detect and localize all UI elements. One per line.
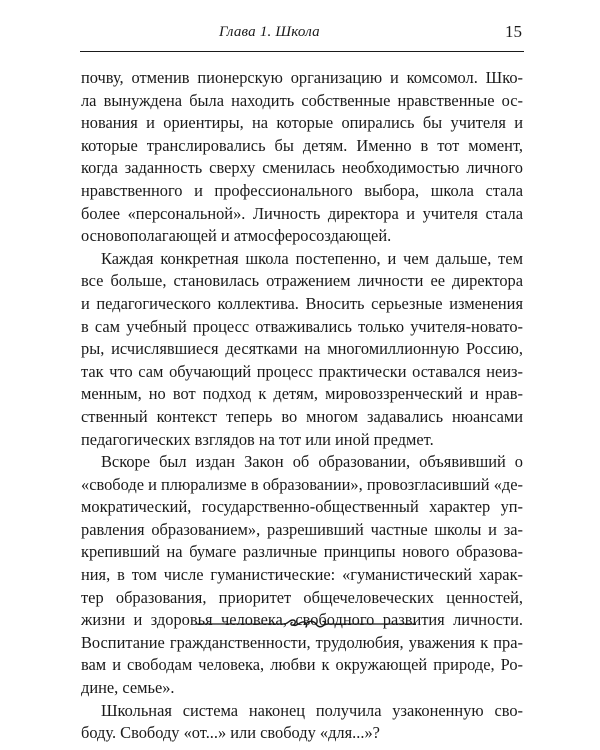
paragraph-1	[81, 67, 523, 248]
text-line: дине, семье».	[81, 678, 175, 698]
text-line: жизни и здоровья человека, свободного развития личности.	[81, 610, 523, 630]
running-title: Глава 1. Школа	[219, 24, 320, 40]
text-line: «свободе и плюрализме в образовании», провозгласивший «де-	[81, 474, 523, 494]
running-head	[80, 22, 524, 46]
body-text	[81, 67, 523, 745]
text-line: основополагающей и атмосферосоздающей.	[81, 226, 392, 246]
header-rule	[80, 51, 524, 52]
text-line: боду. Свободу «от...» или свободу «для...»?	[81, 723, 380, 743]
text-line: почву, отменив пионерскую организацию и комсомол. Шко-	[81, 68, 523, 87]
paragraph-3	[81, 451, 523, 700]
paragraph-2	[81, 248, 523, 451]
text-line: мократический, государственно-общественный характер уп-	[81, 497, 523, 517]
text-line: вам и свободам человека, любви к окружающей природе, Ро-	[81, 655, 523, 675]
text-line: тер образования, приоритет общечеловеческих ценностей,	[81, 587, 523, 607]
text-line: крепивший на бумаге различные принципы нового образова-	[81, 542, 523, 562]
text-line: Воспитание гражданственности, трудолюбия, уважения к пра-	[81, 632, 523, 652]
ornament-scroll-icon	[284, 620, 328, 627]
text-line: педагогических взглядов на тот или иной предмет.	[81, 429, 434, 449]
text-line: ла вынуждена была находить собственные нравственные ос-	[81, 90, 523, 110]
paragraph-4	[81, 700, 523, 745]
text-line: которые транслировались бы детям. Именно в тот момент,	[81, 135, 523, 155]
text-line: ры, исчислявшиеся десятками на многомиллионную Россию,	[81, 339, 523, 359]
text-line: равления образованием», разрешивший частные школы и за-	[81, 519, 523, 539]
text-line: когда заданность сверху сменилась необходимостью личного	[81, 158, 523, 178]
text-line: Вскоре был издан Закон об образовании, объявивший о	[101, 452, 523, 472]
text-line: нования и ориентиры, на которые опирались бы учителя и	[81, 113, 523, 133]
text-line: Школьная система наконец получила узаконенную сво-	[101, 700, 523, 720]
text-line: ственный контекст теперь во многом задавались нюансами	[81, 406, 523, 426]
text-line: и педагогического коллектива. Вносить серьезные изменения	[81, 293, 523, 313]
section-divider-ornament	[196, 617, 416, 631]
text-line: все больше, становилась отражением личности ее директора	[81, 271, 523, 291]
text-line: в сам учебный процесс отваживались только учителя-новато-	[81, 316, 523, 336]
text-line: Каждая конкретная школа постепенно, и чем дальше, тем	[101, 248, 523, 268]
page-number: 15	[505, 22, 522, 41]
text-line: ния, в том числе гуманистические: «гуманистический харак-	[81, 565, 523, 585]
text-line: менным, но вот подход к детям, мировоззренческий и нрав-	[81, 384, 523, 404]
text-line: нравственного и профессионального выбора, школа стала	[81, 180, 523, 200]
text-line: более «персональной». Личность директора и учителя стала	[81, 203, 523, 223]
text-line: так что сам обучающий процесс практически оставался неиз-	[81, 361, 523, 381]
